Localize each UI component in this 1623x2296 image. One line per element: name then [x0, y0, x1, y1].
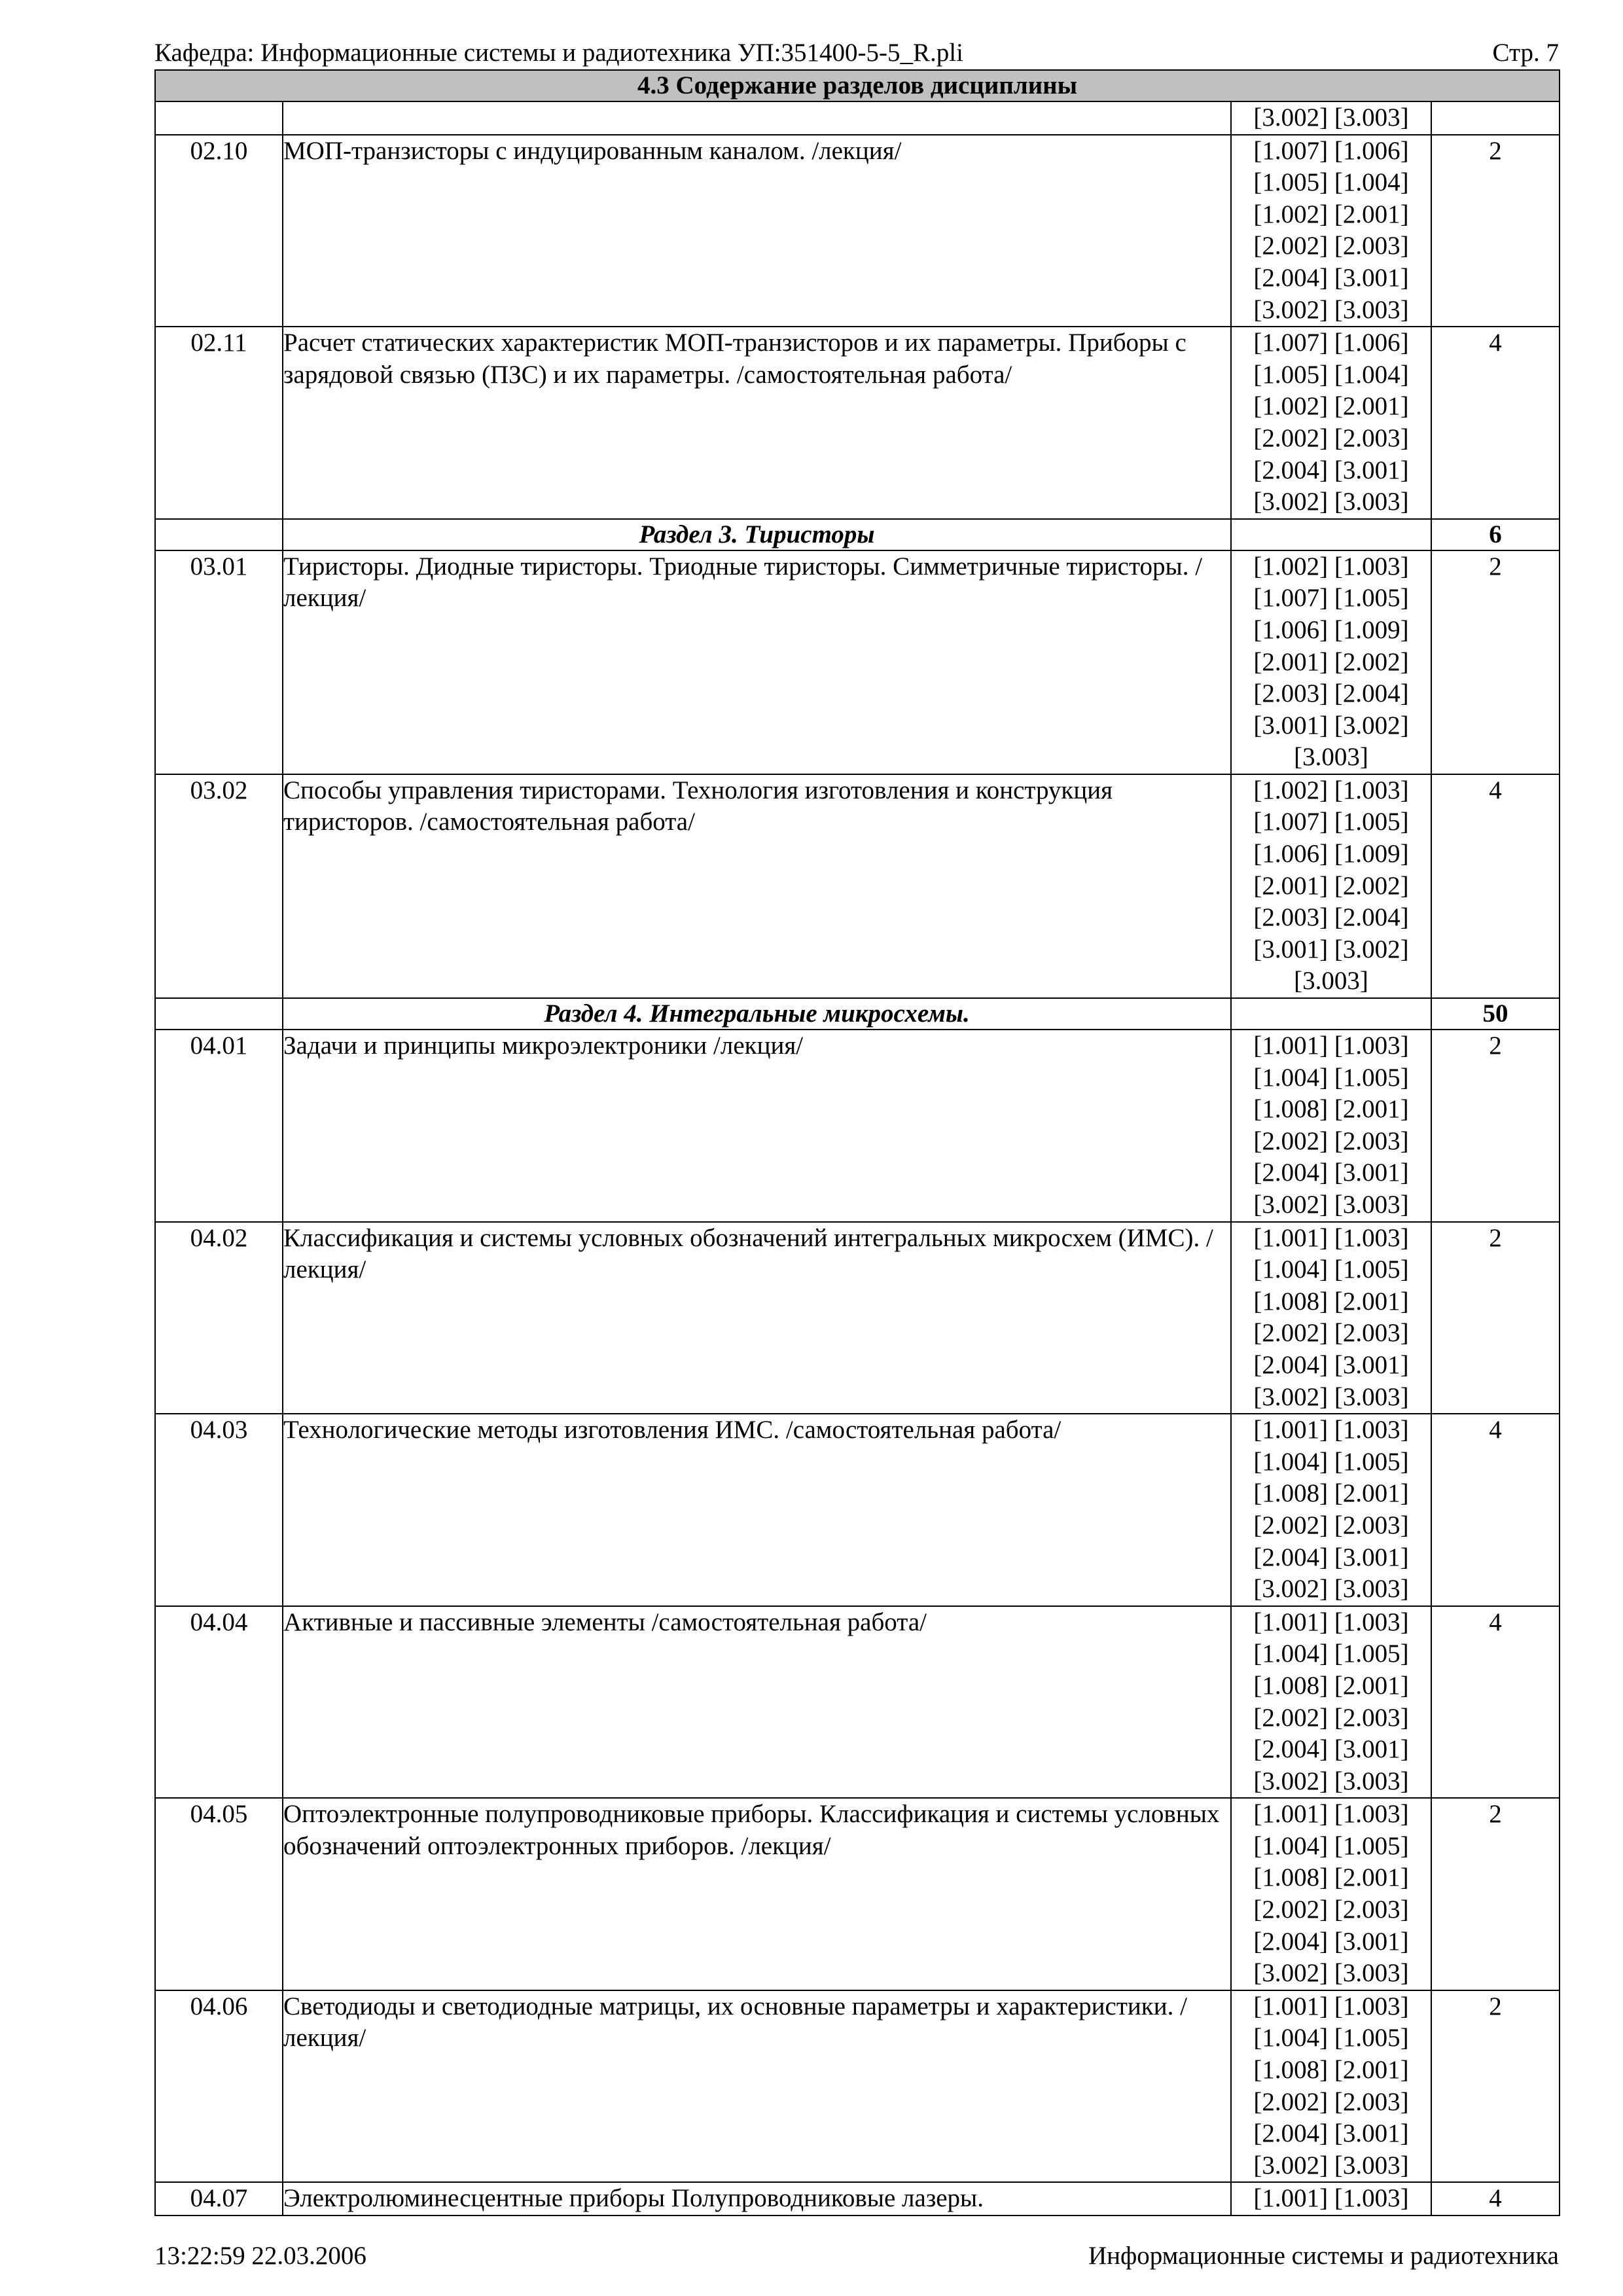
literature-ref: [1.002] [1.003]	[1253, 552, 1409, 581]
table-row	[155, 1990, 1560, 2183]
literature-ref: [3.002] [3.003]	[1253, 1575, 1409, 1604]
topic-number: 04.02	[155, 1222, 283, 1414]
topic-number: 04.01	[155, 1030, 283, 1222]
literature-cell	[1231, 550, 1431, 774]
literature-ref: [1.001] [1.003]	[1253, 1031, 1409, 1060]
topic-number: 03.02	[155, 774, 283, 998]
literature-ref: [1.001] [1.003]	[1253, 1607, 1409, 1636]
literature-ref: [2.002] [2.003]	[1253, 2087, 1409, 2116]
literature-ref: [3.003]	[1294, 967, 1368, 996]
topic-hours: 2	[1431, 135, 1560, 327]
topic-hours: 4	[1431, 774, 1560, 998]
section-row	[155, 519, 1560, 550]
header-page-number: Стр. 7	[1492, 39, 1559, 67]
literature-ref: [1.007] [1.005]	[1253, 808, 1409, 836]
literature-ref: [1.006] [1.009]	[1253, 615, 1409, 644]
literature-cell	[1231, 1606, 1431, 1799]
topic-hours: 4	[1431, 327, 1560, 519]
literature-cell	[1231, 1990, 1431, 2183]
literature-ref: [1.008] [2.001]	[1253, 1095, 1409, 1124]
topic-title: Расчет статических характеристик МОП-транзисторов и их параметры. Приборы с зарядовой связью (ПЗС) и их параметры. /самостоятельная работа/	[283, 327, 1231, 519]
section-num-cell	[155, 519, 283, 550]
table-row	[155, 1222, 1560, 1414]
literature-ref: [3.002] [3.003]	[1253, 295, 1409, 324]
literature-ref: [2.003] [2.004]	[1253, 679, 1409, 708]
table-row	[155, 774, 1560, 998]
section-lit-cell	[1231, 519, 1431, 550]
literature-ref: [2.003] [2.004]	[1253, 903, 1409, 932]
table-row	[155, 2182, 1560, 2215]
literature-ref: [3.002] [3.003]	[1253, 1382, 1409, 1411]
literature-ref: [2.002] [2.003]	[1253, 1126, 1409, 1155]
table-row	[155, 101, 1560, 135]
literature-ref: [1.004] [1.005]	[1253, 1063, 1409, 1092]
footer-timestamp: 13:22:59 22.03.2006	[154, 2242, 366, 2270]
literature-ref: [1.007] [1.005]	[1253, 584, 1409, 613]
table-row	[155, 1414, 1560, 1606]
literature-ref: [3.002] [3.003]	[1253, 1191, 1409, 1219]
literature-ref: [2.002] [2.003]	[1253, 1319, 1409, 1348]
topic-number	[155, 101, 283, 135]
table-caption: 4.3 Содержание разделов дисциплины	[155, 70, 1560, 101]
literature-ref: [2.004] [3.001]	[1253, 456, 1409, 484]
literature-ref: [2.002] [2.003]	[1253, 1511, 1409, 1539]
literature-ref: [1.008] [2.001]	[1253, 1479, 1409, 1508]
literature-ref: [1.004] [1.005]	[1253, 1640, 1409, 1668]
section-hours: 50	[1431, 998, 1560, 1030]
topic-hours: 4	[1431, 2182, 1560, 2215]
literature-ref: [2.004] [3.001]	[1253, 2119, 1409, 2148]
footer-department: Информационные системы и радиотехника	[1088, 2242, 1559, 2270]
literature-ref: [1.008] [2.001]	[1253, 2056, 1409, 2085]
literature-ref: [2.001] [2.002]	[1253, 647, 1409, 676]
literature-ref: [2.004] [3.001]	[1253, 263, 1409, 292]
topic-title: Тиристоры. Диодные тиристоры. Триодные тиристоры. Симметричные тиристоры. /лекция/	[283, 550, 1231, 774]
section-row	[155, 998, 1560, 1030]
table-row	[155, 1606, 1560, 1799]
topic-hours: 2	[1431, 1990, 1560, 2183]
literature-cell	[1231, 1030, 1431, 1222]
literature-cell	[1231, 1798, 1431, 1990]
table-caption-row	[155, 70, 1560, 101]
literature-ref: [1.004] [1.005]	[1253, 1255, 1409, 1284]
literature-ref: [1.001] [1.003]	[1253, 1800, 1409, 1829]
table-row	[155, 135, 1560, 327]
literature-ref: [3.001] [3.002]	[1253, 711, 1409, 740]
topic-hours: 2	[1431, 1222, 1560, 1414]
literature-ref: [3.002] [3.003]	[1253, 1959, 1409, 1988]
literature-cell	[1231, 1414, 1431, 1606]
topic-number: 02.11	[155, 327, 283, 519]
literature-ref: [1.005] [1.004]	[1253, 168, 1409, 197]
literature-ref: [1.007] [1.006]	[1253, 136, 1409, 165]
literature-ref: [1.005] [1.004]	[1253, 360, 1409, 389]
topic-hours: 2	[1431, 1030, 1560, 1222]
topic-number: 02.10	[155, 135, 283, 327]
literature-ref: [2.002] [2.003]	[1253, 1703, 1409, 1732]
section-lit-cell	[1231, 998, 1431, 1030]
literature-ref: [2.002] [2.003]	[1253, 232, 1409, 260]
table-row	[155, 550, 1560, 774]
topic-title: Технологические методы изготовления ИМС. /самостоятельная работа/	[283, 1414, 1231, 1606]
literature-ref: [1.001] [1.003]	[1253, 2184, 1409, 2213]
literature-ref: [3.002] [3.003]	[1253, 103, 1409, 132]
literature-ref: [3.002] [3.003]	[1253, 488, 1409, 516]
topic-number: 04.06	[155, 1990, 283, 2183]
literature-ref: [2.004] [3.001]	[1253, 1543, 1409, 1571]
literature-ref: [1.008] [2.001]	[1253, 1671, 1409, 1700]
literature-ref: [1.008] [2.001]	[1253, 1863, 1409, 1892]
literature-ref: [2.001] [2.002]	[1253, 871, 1409, 900]
literature-cell	[1231, 2182, 1431, 2215]
literature-ref: [1.004] [1.005]	[1253, 1831, 1409, 1860]
literature-cell	[1231, 327, 1431, 519]
literature-ref: [2.002] [2.003]	[1253, 1895, 1409, 1924]
topic-hours: 2	[1431, 1798, 1560, 1990]
literature-ref: [3.003]	[1294, 743, 1368, 772]
literature-ref: [1.006] [1.009]	[1253, 840, 1409, 869]
page-header	[154, 38, 1559, 68]
literature-ref: [2.004] [3.001]	[1253, 1927, 1409, 1956]
topic-hours: 2	[1431, 550, 1560, 774]
literature-ref: [1.002] [2.001]	[1253, 392, 1409, 421]
topic-number: 04.05	[155, 1798, 283, 1990]
literature-cell	[1231, 101, 1431, 135]
literature-ref: [2.004] [3.001]	[1253, 1350, 1409, 1379]
literature-ref: [1.004] [1.005]	[1253, 1447, 1409, 1476]
topic-title: Способы управления тиристорами. Технология изготовления и конструкция тиристоров. /самостоятельная работа/	[283, 774, 1231, 998]
header-department: Кафедра: Информационные системы и радиотехника УП:351400-5-5_R.pli	[154, 39, 963, 67]
literature-ref: [3.002] [3.003]	[1253, 2151, 1409, 2179]
literature-ref: [3.002] [3.003]	[1253, 1767, 1409, 1795]
literature-ref: [1.008] [2.001]	[1253, 1287, 1409, 1316]
section-hours: 6	[1431, 519, 1560, 550]
topic-title: Оптоэлектронные полупроводниковые приборы. Классификация и системы условных обозначений оптоэлектронных приборов. /лекция/	[283, 1798, 1231, 1990]
section-title: Раздел 3. Тиристоры	[283, 519, 1231, 550]
page-footer	[154, 2240, 1559, 2272]
topic-title: Электролюминесцентные приборы Полупроводниковые лазеры.	[283, 2182, 1231, 2215]
literature-ref: [1.001] [1.003]	[1253, 1416, 1409, 1444]
literature-ref: [1.001] [1.003]	[1253, 1223, 1409, 1252]
literature-ref: [1.001] [1.003]	[1253, 1992, 1409, 2020]
topic-hours	[1431, 101, 1560, 135]
discipline-content-table	[154, 69, 1560, 2216]
topic-title	[283, 101, 1231, 135]
literature-cell	[1231, 135, 1431, 327]
topic-title: МОП-транзисторы с индуцированным каналом. /лекция/	[283, 135, 1231, 327]
literature-ref: [1.002] [2.001]	[1253, 200, 1409, 228]
table-row	[155, 327, 1560, 519]
topic-title: Светодиоды и светодиодные матрицы, их основные параметры и характеристики. /лекция/	[283, 1990, 1231, 2183]
table-row	[155, 1030, 1560, 1222]
topic-title: Активные и пассивные элементы /самостоятельная работа/	[283, 1606, 1231, 1799]
table-row	[155, 1798, 1560, 1990]
literature-ref: [1.007] [1.006]	[1253, 329, 1409, 357]
topic-title: Классификация и системы условных обозначений интегральных микросхем (ИМС). /лекция/	[283, 1222, 1231, 1414]
literature-ref: [2.002] [2.003]	[1253, 423, 1409, 452]
topic-title: Задачи и принципы микроэлектроники /лекция/	[283, 1030, 1231, 1222]
topic-hours: 4	[1431, 1414, 1560, 1606]
literature-cell	[1231, 1222, 1431, 1414]
literature-ref: [3.001] [3.002]	[1253, 935, 1409, 963]
topic-hours: 4	[1431, 1606, 1560, 1799]
topic-number: 04.04	[155, 1606, 283, 1799]
topic-number: 03.01	[155, 550, 283, 774]
literature-ref: [2.004] [3.001]	[1253, 1735, 1409, 1764]
section-title: Раздел 4. Интегральные микросхемы.	[283, 998, 1231, 1030]
section-num-cell	[155, 998, 283, 1030]
topic-number: 04.07	[155, 2182, 283, 2215]
literature-cell	[1231, 774, 1431, 998]
literature-ref: [1.004] [1.005]	[1253, 2024, 1409, 2053]
literature-ref: [2.004] [3.001]	[1253, 1158, 1409, 1187]
literature-ref: [1.002] [1.003]	[1253, 776, 1409, 804]
topic-number: 04.03	[155, 1414, 283, 1606]
